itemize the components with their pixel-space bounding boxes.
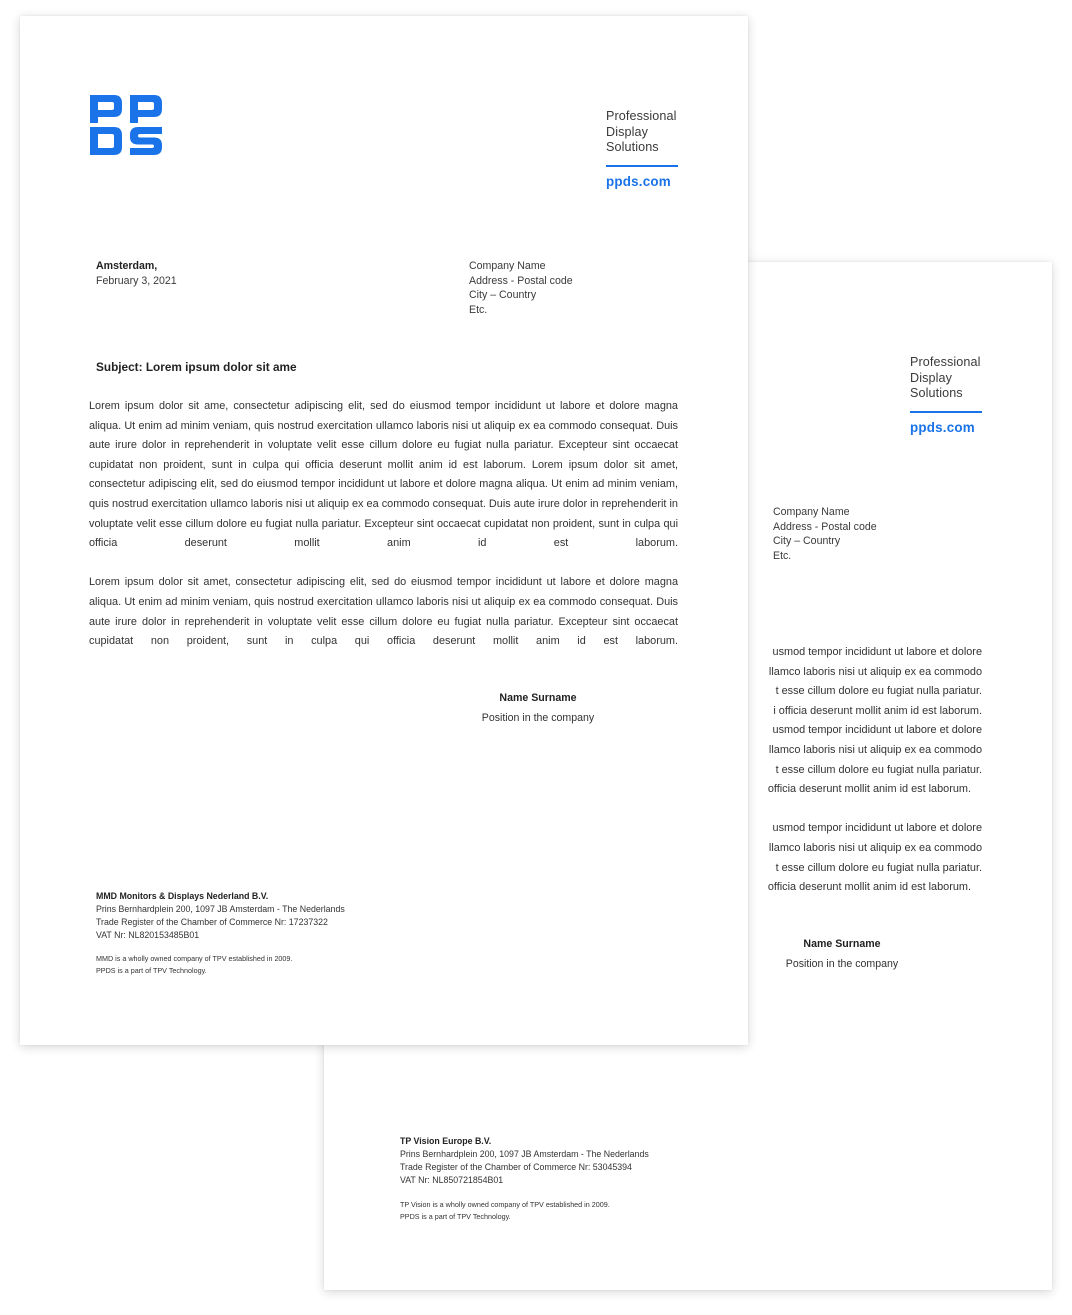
recipient-line: City – Country: [469, 289, 537, 302]
body-line: i officia deserunt mollit anim id est laborum.: [773, 704, 982, 717]
footer-note: TP Vision is a wholly owned company of TPV established in 2009.: [400, 1200, 610, 1209]
body-line: usmod tempor incididunt ut labore et dolore: [772, 822, 982, 835]
recipient-line: Address - Postal code: [469, 274, 573, 287]
recipient-address: [469, 259, 573, 317]
place-date: [96, 259, 177, 288]
website-label: ppds.com: [606, 174, 671, 189]
letterhead-page-front: [20, 16, 748, 1045]
signature-position: Position in the company: [481, 711, 595, 724]
body-paragraph: Lorem ipsum dolor sit ame, consectetur adipiscing elit, sed do eiusmod tempor incididunt ut labore et dolore magna aliqua. Ut enim ad minim veniam, quis nostrud exercitation ullamco laboris nisi ut aliquip ex ea commodo consequat. Duis aute irure dolor in reprehenderit in voluptate velit esse cillum dolore eu fugiat nulla pariatur. Excepteur sint occaecat cupidatat non proident, sunt in culpa qui officia deserunt mollit anim id est laborum. Lorem ipsum dolor sit amet, consectetur adipiscing elit, sed do eiusmod tempor incididunt ut labore et dolore magna aliqua. Ut enim ad minim veniam, quis nostrud exercitation ullamco laboris nisi ut aliquip ex ea commodo consequat. Duis aute irure dolor in reprehenderit in voluptate velit esse cillum dolore eu fugiat nulla pariatur. Excepteur sint occaecat cupidatat non proident, sunt in culpa qui officia deserunt mollit anim id est laborum.: [89, 400, 678, 550]
tagline: [910, 355, 981, 402]
recipient-address: [773, 505, 877, 563]
tagline: [606, 109, 677, 156]
recipient-line: Company Name: [773, 506, 850, 518]
body-line: usmod tempor incididunt ut labore et dolore: [772, 724, 982, 737]
footer-company: MMD Monitors & Displays Nederland B.V.: [96, 891, 269, 901]
body-line: llamco laboris nisi ut aliquip ex ea commodo: [768, 743, 982, 756]
tagline-line: Solutions: [606, 140, 659, 155]
signature-name: Name Surname: [803, 938, 881, 950]
company-footer: [400, 1135, 649, 1187]
company-footer: [96, 890, 345, 942]
website-label: ppds.com: [910, 420, 975, 435]
body-line: t esse cillum dolore eu fugiat nulla pariatur.: [775, 861, 982, 874]
signature: [458, 689, 618, 728]
tagline-line: Display: [606, 124, 648, 139]
ppds-logo: [90, 95, 162, 155]
footer-address: Prins Bernhardplein 200, 1097 JB Amsterdam - The Nederlands: [96, 904, 345, 915]
tagline-line: Professional: [910, 355, 981, 369]
body-line: t esse cillum dolore eu fugiat nulla pariatur.: [775, 763, 982, 776]
signature-name: Name Surname: [499, 692, 577, 704]
body-line: llamco laboris nisi ut aliquip ex ea commodo: [768, 841, 982, 854]
tagline-rule: [606, 165, 678, 167]
footer-note: PPDS is a part of TPV Technology.: [400, 1211, 511, 1221]
footer-register: Trade Register of the Chamber of Commerce Nr: 53045394: [400, 1162, 632, 1173]
signature-position: Position in the company: [785, 957, 899, 970]
letter-body: [89, 397, 678, 652]
recipient-line: Company Name: [469, 260, 546, 272]
footer-register: Trade Register of the Chamber of Commerce Nr: 17237322: [96, 917, 328, 928]
letter-place: Amsterdam,: [96, 260, 158, 272]
signature: [762, 935, 922, 974]
footer-vat: VAT Nr: NL850721854B01: [400, 1175, 504, 1186]
footer-note: PPDS is a part of TPV Technology.: [96, 965, 207, 975]
recipient-line: Address - Postal code: [773, 520, 877, 533]
footer-note: MMD is a wholly owned company of TPV established in 2009.: [96, 954, 293, 963]
footer-address: Prins Bernhardplein 200, 1097 JB Amsterdam - The Nederlands: [400, 1149, 649, 1160]
recipient-line: Etc.: [469, 303, 488, 316]
body-paragraph: Lorem ipsum dolor sit amet, consectetur adipiscing elit, sed do eiusmod tempor incididunt ut labore et dolore magna aliqua. Ut enim ad minim veniam, quis nostrud exercitation ullamco laboris nisi ut aliquip ex ea commodo consequat. Duis aute irure dolor in reprehenderit in voluptate velit esse cillum dolore eu fugiat nulla pariatur. Excepteur sint occaecat cupidatat non proident, sunt in culpa qui officia deserunt mollit anim id est laborum.: [89, 576, 678, 648]
footer-notes: [400, 1199, 610, 1222]
letter-subject: Subject: Lorem ipsum dolor sit ame: [96, 360, 297, 374]
body-line: officia deserunt mollit anim id est laborum.: [767, 881, 971, 894]
body-line: llamco laboris nisi ut aliquip ex ea commodo: [768, 665, 982, 678]
tagline-line: Solutions: [910, 386, 963, 401]
recipient-line: City – Country: [773, 535, 841, 548]
recipient-line: Etc.: [773, 549, 792, 562]
footer-vat: VAT Nr: NL820153485B01: [96, 930, 200, 941]
tagline-rule: [910, 411, 982, 413]
letter-date: February 3, 2021: [96, 274, 177, 287]
body-line: usmod tempor incididunt ut labore et dolore: [772, 646, 982, 658]
body-line: t esse cillum dolore eu fugiat nulla pariatur.: [775, 685, 982, 698]
footer-notes: [96, 953, 292, 976]
tagline-line: Professional: [606, 109, 677, 123]
body-line: officia deserunt mollit anim id est laborum.: [767, 783, 971, 796]
footer-company: TP Vision Europe B.V.: [400, 1136, 492, 1146]
tagline-line: Display: [910, 370, 952, 385]
